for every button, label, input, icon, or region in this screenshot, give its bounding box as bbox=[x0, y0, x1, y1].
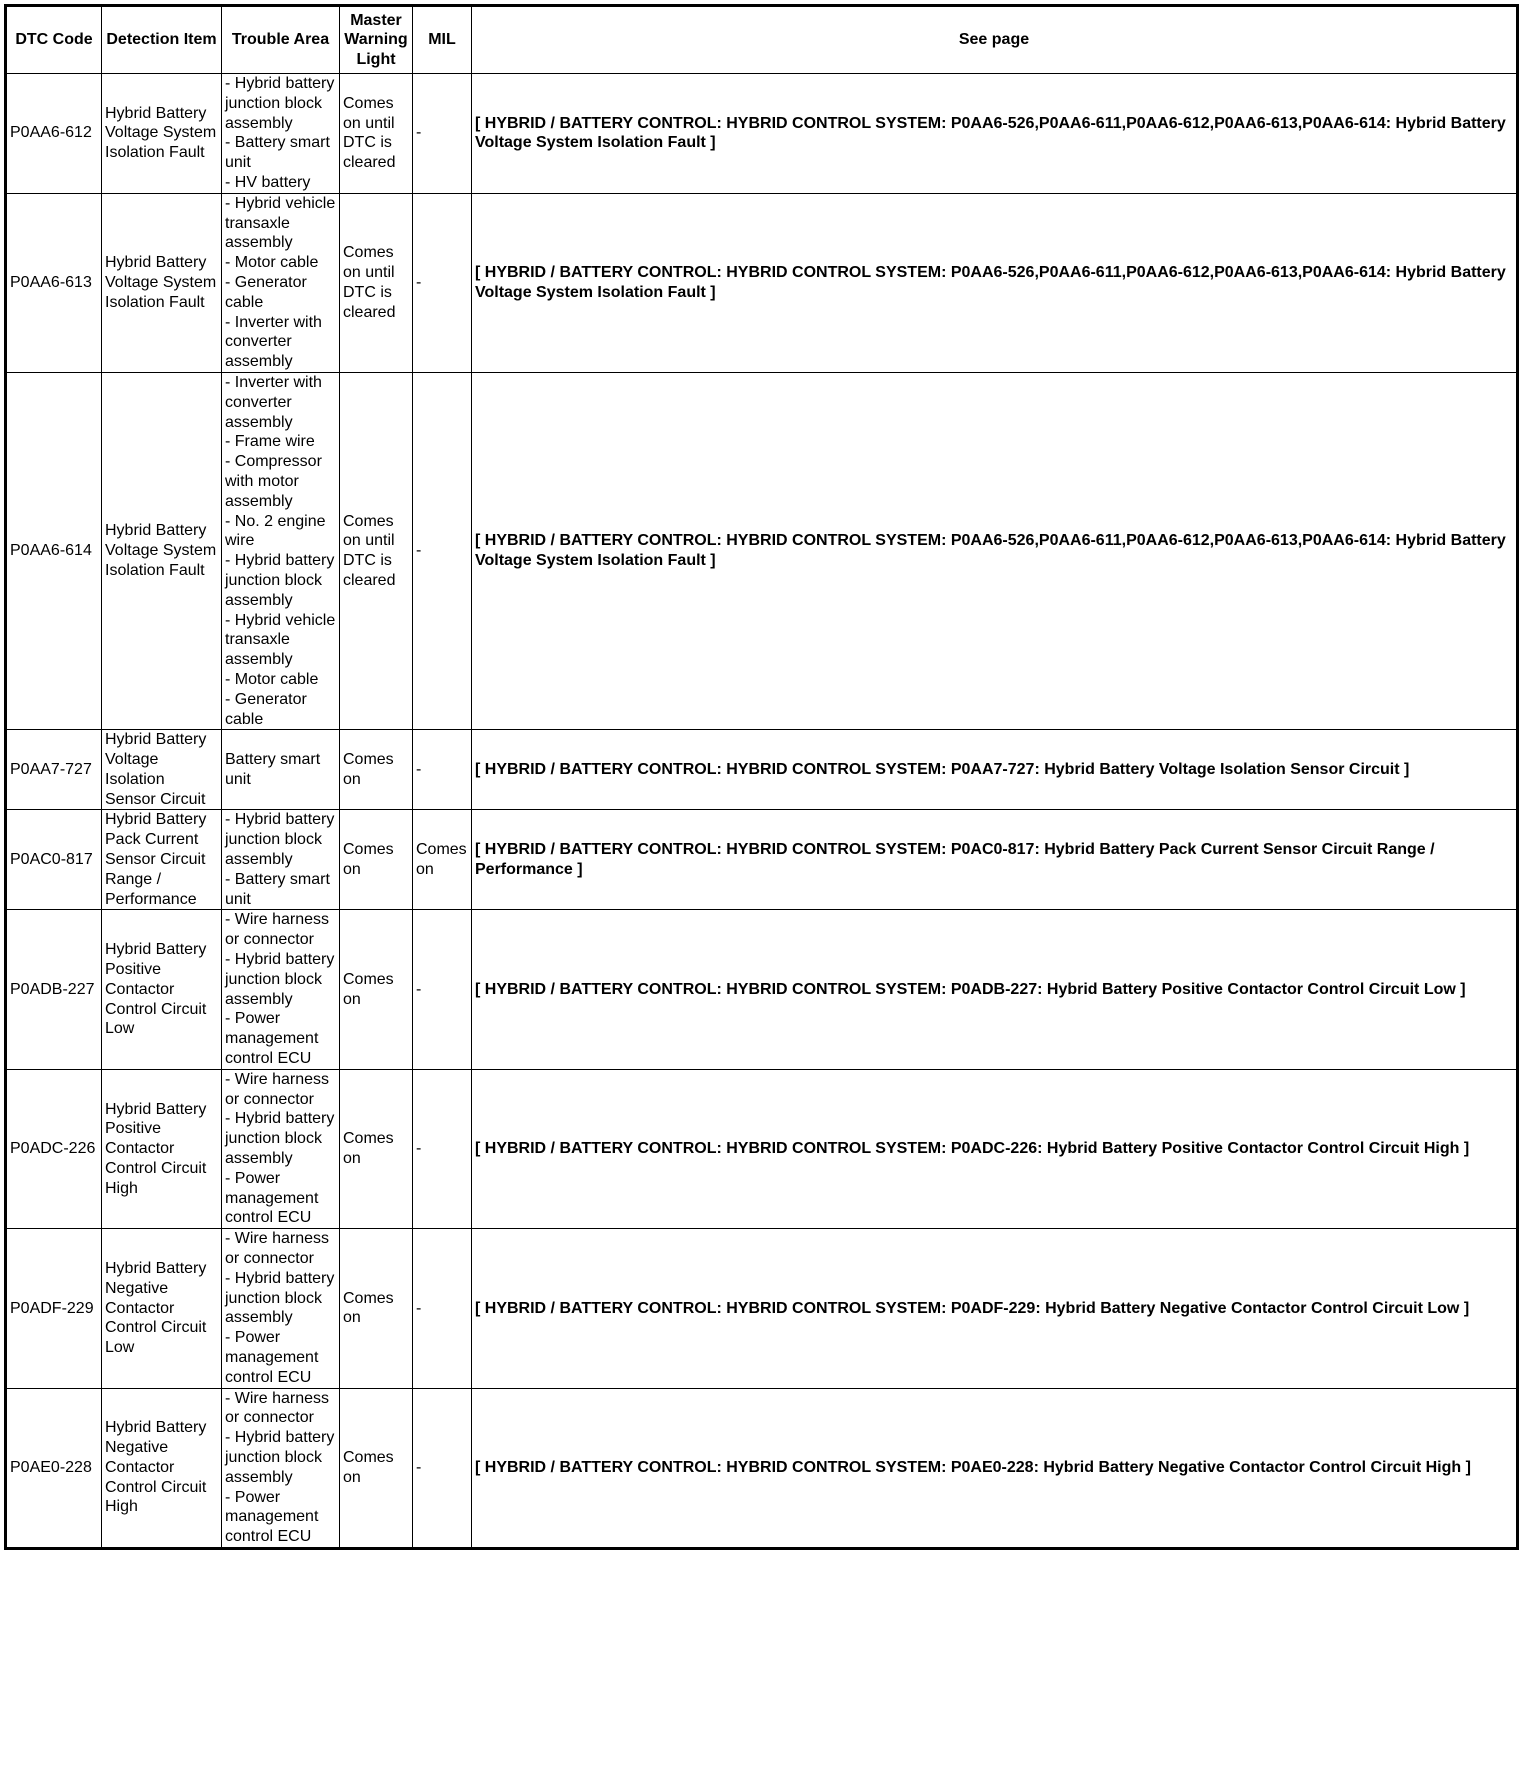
table-row bbox=[6, 730, 1518, 810]
master-warning-light-cell: Comes on bbox=[340, 730, 413, 810]
trouble-area-cell bbox=[222, 910, 340, 1069]
trouble-area-item: Battery smart unit bbox=[225, 751, 321, 788]
trouble-area-item: - Wire harness or connector bbox=[225, 911, 330, 949]
master-warning-light-cell: Comes on bbox=[340, 1069, 413, 1228]
master-warning-light-cell: Comes on until DTC is cleared bbox=[340, 74, 413, 194]
header-dtc-code: DTC Code bbox=[6, 6, 102, 74]
see-page-link[interactable]: [ HYBRID / BATTERY CONTROL: HYBRID CONTROL SYSTEM: P0AA7-727: Hybrid Battery Voltage Isolation Sensor Circuit ] bbox=[472, 730, 1518, 810]
see-page-link[interactable]: [ HYBRID / BATTERY CONTROL: HYBRID CONTROL SYSTEM: P0AE0-228: Hybrid Battery Negative Contactor Control Circuit High ] bbox=[472, 1388, 1518, 1548]
trouble-area-item: - Hybrid vehicle transaxle assembly bbox=[225, 611, 336, 669]
dtc-code-cell: P0AA6-613 bbox=[6, 193, 102, 372]
trouble-area-item: - No. 2 engine wire bbox=[225, 512, 326, 550]
trouble-area-item: - Motor cable bbox=[225, 670, 319, 688]
trouble-area-cell bbox=[222, 74, 340, 194]
see-page-link[interactable]: [ HYBRID / BATTERY CONTROL: HYBRID CONTROL SYSTEM: P0AA6-526,P0AA6-611,P0AA6-612,P0AA6-613,P0AA6-614: Hybrid Battery Voltage System Isolation Fault ] bbox=[472, 193, 1518, 372]
trouble-area-item: - Hybrid battery junction block assembly bbox=[225, 552, 335, 609]
trouble-area-item: - Generator cable bbox=[225, 273, 307, 311]
see-page-link[interactable]: [ HYBRID / BATTERY CONTROL: HYBRID CONTROL SYSTEM: P0AC0-817: Hybrid Battery Pack Current Sensor Circuit Range / Performance ] bbox=[472, 810, 1518, 910]
mil-cell: Comes on bbox=[413, 810, 472, 910]
table-row bbox=[6, 193, 1518, 372]
trouble-area-item: - Power management control ECU bbox=[225, 1329, 319, 1386]
table-row bbox=[6, 1229, 1518, 1388]
trouble-area-cell bbox=[222, 1069, 340, 1228]
mil-cell: - bbox=[413, 372, 472, 729]
master-warning-light-cell: Comes on bbox=[340, 1388, 413, 1548]
trouble-area-item: - Wire harness or connector bbox=[225, 1230, 330, 1268]
trouble-area-cell bbox=[222, 193, 340, 372]
header-trouble-area: Trouble Area bbox=[222, 6, 340, 74]
mil-cell: - bbox=[413, 730, 472, 810]
master-warning-light-cell: Comes on until DTC is cleared bbox=[340, 372, 413, 729]
dtc-table-container bbox=[4, 4, 1519, 1550]
mil-cell: - bbox=[413, 1388, 472, 1548]
see-page-link[interactable]: [ HYBRID / BATTERY CONTROL: HYBRID CONTROL SYSTEM: P0AA6-526,P0AA6-611,P0AA6-612,P0AA6-613,P0AA6-614: Hybrid Battery Voltage System Isolation Fault ] bbox=[472, 74, 1518, 194]
see-page-link[interactable]: [ HYBRID / BATTERY CONTROL: HYBRID CONTROL SYSTEM: P0ADC-226: Hybrid Battery Positive Contactor Control Circuit High ] bbox=[472, 1069, 1518, 1228]
table-row bbox=[6, 910, 1518, 1069]
trouble-area-item: - Compressor with motor assembly bbox=[225, 453, 322, 510]
mil-cell: - bbox=[413, 1229, 472, 1388]
header-mil: MIL bbox=[413, 6, 472, 74]
table-row bbox=[6, 1388, 1518, 1548]
trouble-area-item: - Hybrid battery junction block assembly bbox=[225, 75, 335, 132]
trouble-area-item: - Hybrid battery junction block assembly bbox=[225, 1269, 335, 1327]
trouble-area-item: - Hybrid battery junction block assembly bbox=[225, 811, 335, 869]
table-header-row bbox=[6, 6, 1518, 74]
header-see-page: See page bbox=[472, 6, 1518, 74]
detection-item-cell: Hybrid Battery Positive Contactor Control Circuit High bbox=[102, 1069, 222, 1228]
table-row bbox=[6, 810, 1518, 910]
dtc-code-cell: P0AA6-612 bbox=[6, 74, 102, 194]
dtc-code-cell: P0AC0-817 bbox=[6, 810, 102, 910]
dtc-code-cell: P0AE0-228 bbox=[6, 1388, 102, 1548]
trouble-area-item: - Frame wire bbox=[225, 433, 315, 451]
trouble-area-item: - Hybrid battery junction block assembly bbox=[225, 951, 335, 1008]
mil-cell: - bbox=[413, 1069, 472, 1228]
trouble-area-item: - HV battery bbox=[225, 173, 311, 191]
dtc-code-cell: P0AA6-614 bbox=[6, 372, 102, 729]
master-warning-light-cell: Comes on bbox=[340, 1229, 413, 1388]
mil-cell: - bbox=[413, 193, 472, 372]
mil-cell: - bbox=[413, 910, 472, 1069]
detection-item-cell: Hybrid Battery Voltage System Isolation Fault bbox=[102, 74, 222, 194]
trouble-area-cell bbox=[222, 1229, 340, 1388]
trouble-area-item: - Inverter with converter assembly bbox=[225, 313, 322, 371]
detection-item-cell: Hybrid Battery Voltage System Isolation Fault bbox=[102, 372, 222, 729]
trouble-area-cell bbox=[222, 1388, 340, 1548]
dtc-code-cell: P0ADB-227 bbox=[6, 910, 102, 1069]
trouble-area-item: - Hybrid vehicle transaxle assembly bbox=[225, 194, 336, 252]
table-row bbox=[6, 372, 1518, 729]
see-page-link[interactable]: [ HYBRID / BATTERY CONTROL: HYBRID CONTROL SYSTEM: P0ADF-229: Hybrid Battery Negative Contactor Control Circuit Low ] bbox=[472, 1229, 1518, 1388]
trouble-area-item: - Hybrid battery junction block assembly bbox=[225, 1110, 335, 1168]
detection-item-cell: Hybrid Battery Positive Contactor Control Circuit Low bbox=[102, 910, 222, 1069]
dtc-code-cell: P0ADC-226 bbox=[6, 1069, 102, 1228]
master-warning-light-cell: Comes on bbox=[340, 910, 413, 1069]
trouble-area-item: - Battery smart unit bbox=[225, 134, 330, 172]
trouble-area-item: - Power management control ECU bbox=[225, 1169, 319, 1227]
trouble-area-item: - Power management control ECU bbox=[225, 1010, 319, 1068]
trouble-area-item: - Battery smart unit bbox=[225, 870, 330, 908]
trouble-area-cell bbox=[222, 810, 340, 910]
trouble-area-item: - Power management control ECU bbox=[225, 1488, 319, 1546]
table-row bbox=[6, 74, 1518, 194]
dtc-code-cell: P0AA7-727 bbox=[6, 730, 102, 810]
trouble-area-item: - Hybrid battery junction block assembly bbox=[225, 1429, 335, 1486]
detection-item-cell: Hybrid Battery Negative Contactor Control Circuit High bbox=[102, 1388, 222, 1548]
trouble-area-item: - Wire harness or connector bbox=[225, 1389, 330, 1427]
detection-item-cell: Hybrid Battery Negative Contactor Control Circuit Low bbox=[102, 1229, 222, 1388]
header-master-warning-light: Master Warning Light bbox=[340, 6, 413, 74]
trouble-area-cell bbox=[222, 372, 340, 729]
detection-item-cell: Hybrid Battery Voltage System Isolation Fault bbox=[102, 193, 222, 372]
trouble-area-cell bbox=[222, 730, 340, 810]
mil-cell: - bbox=[413, 74, 472, 194]
dtc-table bbox=[4, 4, 1519, 1550]
trouble-area-item: - Inverter with converter assembly bbox=[225, 373, 322, 431]
master-warning-light-cell: Comes on until DTC is cleared bbox=[340, 193, 413, 372]
table-row bbox=[6, 1069, 1518, 1228]
trouble-area-item: - Motor cable bbox=[225, 254, 319, 272]
see-page-link[interactable]: [ HYBRID / BATTERY CONTROL: HYBRID CONTROL SYSTEM: P0AA6-526,P0AA6-611,P0AA6-612,P0AA6-613,P0AA6-614: Hybrid Battery Voltage System Isolation Fault ] bbox=[472, 372, 1518, 729]
trouble-area-item: - Wire harness or connector bbox=[225, 1070, 330, 1108]
detection-item-cell: Hybrid Battery Pack Current Sensor Circuit Range / Performance bbox=[102, 810, 222, 910]
detection-item-cell: Hybrid Battery Voltage Isolation Sensor Circuit bbox=[102, 730, 222, 810]
master-warning-light-cell: Comes on bbox=[340, 810, 413, 910]
see-page-link[interactable]: [ HYBRID / BATTERY CONTROL: HYBRID CONTROL SYSTEM: P0ADB-227: Hybrid Battery Positive Contactor Control Circuit Low ] bbox=[472, 910, 1518, 1069]
header-detection-item: Detection Item bbox=[102, 6, 222, 74]
trouble-area-item: - Generator cable bbox=[225, 690, 307, 728]
dtc-code-cell: P0ADF-229 bbox=[6, 1229, 102, 1388]
